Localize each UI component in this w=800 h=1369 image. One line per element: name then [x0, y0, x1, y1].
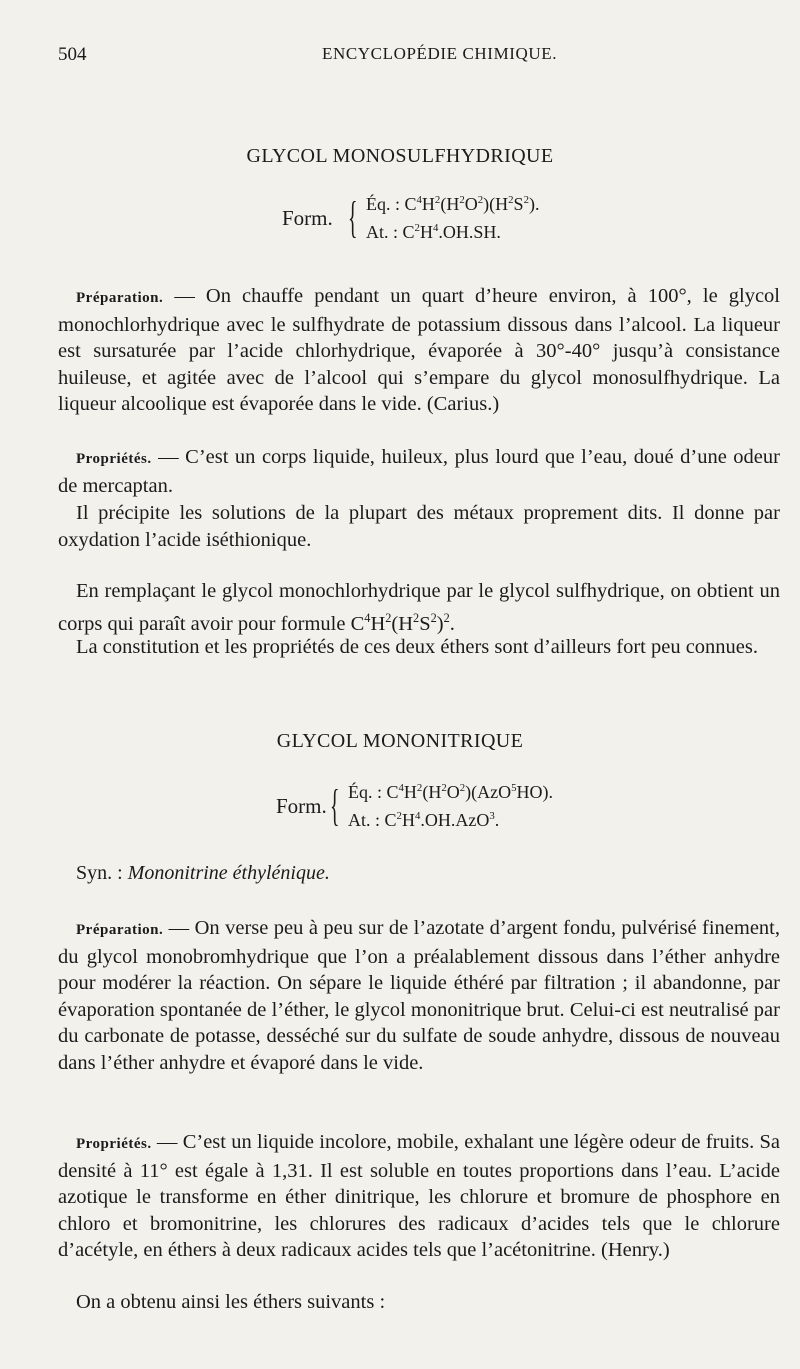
formula-label: Form. [276, 794, 327, 818]
formula-equivalent [366, 194, 539, 215]
lead-proprietes: Propriétés. [76, 451, 152, 467]
formula-atomic [348, 810, 499, 831]
section-title-monosulfhydrique: GLYCOL MONOSULFHYDRIQUE [246, 145, 554, 167]
formula-eq-prefix: Éq. : [366, 194, 405, 214]
preparation-text: — On verse peu à peu sur de l’azotate d’argent fondu, pulvérisé finement, du glycol monobromhydrique que l’on a préalablement dissous dans l’éther anhydre pour modérer la réaction. On sépare le liquide éthéré par filtration ; il abandonne, par évaporation spontanée de l’éther, le glycol mononitrique brut. Celui-ci est neutralisé par du carbonate de potasse, desséché sur du sulfate de soude anhydre, dissous de nouveau dans l’éther anhydre et évaporé dans le vide. [58, 917, 780, 1074]
formula-eq-value: $C^4H^2(H^2O^2)(AzO^5HO)$. [386, 782, 554, 802]
formula-label: Form. [282, 206, 333, 230]
section-title-mononitrique: GLYCOL MONONITRIQUE [276, 730, 524, 752]
proprietes-text: — C’est un corps liquide, huileux, plus lourd que l’eau, doué d’une odeur de mercaptan. [58, 446, 780, 497]
proprietes-text: — C’est un liquide incolore, mobile, exhalant une légère odeur de fruits. Sa densité à 11° est égale à 1,31. Il est soluble en toutes proportions dans l’eau. L’acide azotique le transforme en éther dinitrique, les chlorure et bromure de phosphore en chloro et bromonitrine, les chlorures des radicaux d’acides tels que le chlorure d’acétyle, en éthers à deux radicaux acides tels que l’acétonitrine. (Henry.) [58, 1131, 780, 1261]
paragraph-proprietes-1 [58, 444, 780, 499]
running-head: ENCYCLOPÉDIE CHIMIQUE. [322, 44, 558, 63]
lead-preparation: Préparation. [76, 922, 164, 938]
page-header [58, 44, 780, 74]
synonym-label: Syn. : [76, 862, 128, 884]
formula-atomic [366, 222, 501, 243]
page-number: 504 [58, 44, 87, 65]
paragraph-proprietes-2 [58, 1129, 780, 1264]
brace-glyph: { [348, 193, 358, 242]
paragraph-precipite: Il précipite les solutions de la plupart des métaux proprement dits. Il donne par oxydation l’acide iséthionique. [58, 502, 780, 551]
preparation-text: — On chauffe pendant un quart d’heure environ, à 100°, le glycol monochlorhydrique avec le sulfhydrate de potassium dissous dans l’alcool. La liqueur est sursaturée par l’acide chlorhydrique, évaporée à 30°-40° jusqu’à consistance huileuse, et agitée avec de l’alcool qui s’empare du glycol monosulfhydrique. La liqueur alcoolique est évaporée dans le vide. (Carius.) [58, 285, 780, 415]
formula-at-value: $C^2H^4.OH.AzO^3$. [384, 810, 500, 830]
paragraph-obtenu: On a obtenu ainsi les éthers suivants : [76, 1291, 386, 1313]
lead-preparation: Préparation. [76, 290, 164, 306]
formula-at-prefix: At. : [348, 810, 385, 830]
paragraph-remplacant: En remplaçant le glycol monochlorhydrique par le glycol sulfhydrique, on obtient un corps qui paraît avoir pour formule $C^4H^2(H^2S^2)^2$. [58, 580, 780, 635]
formula-eq-prefix: Éq. : [348, 782, 387, 802]
paragraph-constitution: La constitution et les propriétés de ces deux éthers sont d’ailleurs fort peu connues. [76, 636, 758, 658]
synonym-value: Mononitrine éthylénique. [127, 862, 330, 884]
lead-proprietes: Propriétés. [76, 1136, 152, 1152]
synonym-line [76, 862, 330, 885]
paragraph-preparation-2 [58, 915, 780, 1076]
formula-at-prefix: At. : [366, 222, 403, 242]
formula-at-value: $C^2H^4.OH.SH$. [402, 222, 501, 242]
paragraph-preparation-1 [58, 283, 780, 418]
brace-glyph: { [330, 781, 340, 830]
formula-equivalent [348, 782, 553, 803]
formula-eq-value: $C^4H^2(H^2O^2)(H^2S^2)$. [404, 194, 540, 214]
